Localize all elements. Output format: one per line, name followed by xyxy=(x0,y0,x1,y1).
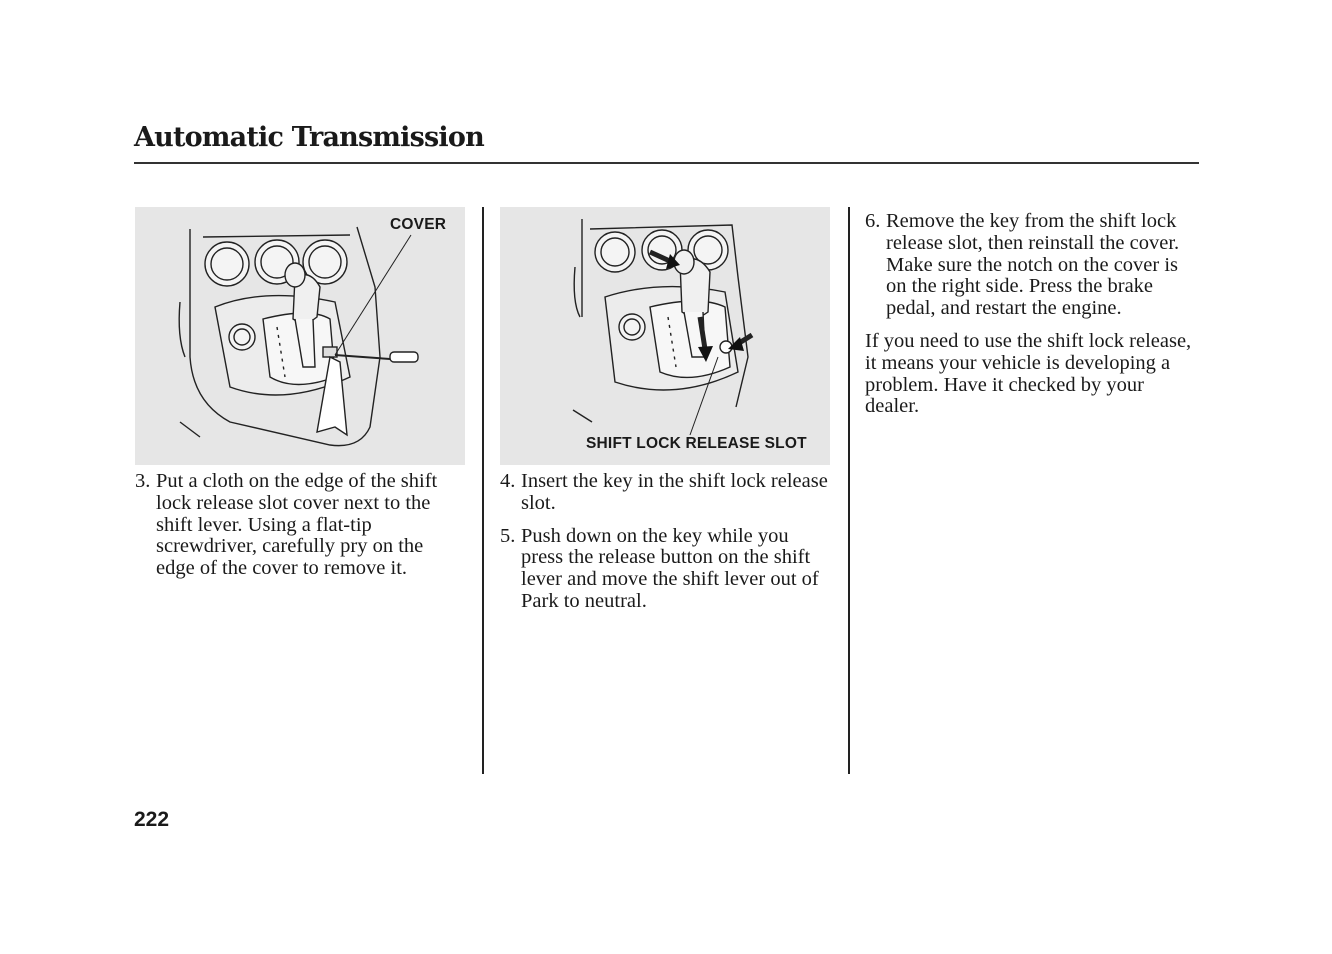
cover-removal-illustration xyxy=(135,207,465,465)
column-1-text xyxy=(135,471,467,591)
column-3-text xyxy=(865,211,1203,418)
step-number: 3. xyxy=(135,470,151,492)
step-text: Insert the key in the shift lock release slot. xyxy=(521,470,828,514)
page-number: 222 xyxy=(134,808,170,831)
step-6 xyxy=(865,211,1203,320)
step-5 xyxy=(500,526,835,613)
step-number: 5. xyxy=(500,524,516,547)
figure-release-slot xyxy=(500,207,830,465)
page-title: Automatic Transmission xyxy=(134,122,484,153)
release-slot-illustration xyxy=(500,207,830,465)
callout-shift-lock-release-slot: SHIFT LOCK RELEASE SLOT xyxy=(586,435,807,452)
callout-cover: COVER xyxy=(390,216,447,233)
column-2-text xyxy=(500,471,835,624)
note-paragraph: If you need to use the shift lock release, it means your vehicle is developing a problem. Have it checked by your dealer. xyxy=(865,329,1192,418)
step-text: Remove the key from the shift lock release slot, then reinstall the cover. Make sure the notch on the cover is on the right side. Press the brake pedal, and restart the engine. xyxy=(886,210,1180,320)
header-rule xyxy=(134,162,1199,164)
step-number: 4. xyxy=(500,470,516,492)
step-number: 6. xyxy=(865,210,881,232)
step-text: Put a cloth on the edge of the shift lock release slot cover next to the shift lever. Using a flat-tip screwdriver, carefully pry on the edge of the cover to remove it. xyxy=(156,470,438,580)
column-divider-2 xyxy=(848,207,850,774)
step-4 xyxy=(500,471,835,515)
step-3 xyxy=(135,471,467,580)
figure-cover-removal xyxy=(135,207,465,465)
column-divider-1 xyxy=(482,207,484,774)
step-text: Push down on the key while you press the release button on the shift lever and move the shift lever out of Park to neutral. xyxy=(521,524,819,612)
